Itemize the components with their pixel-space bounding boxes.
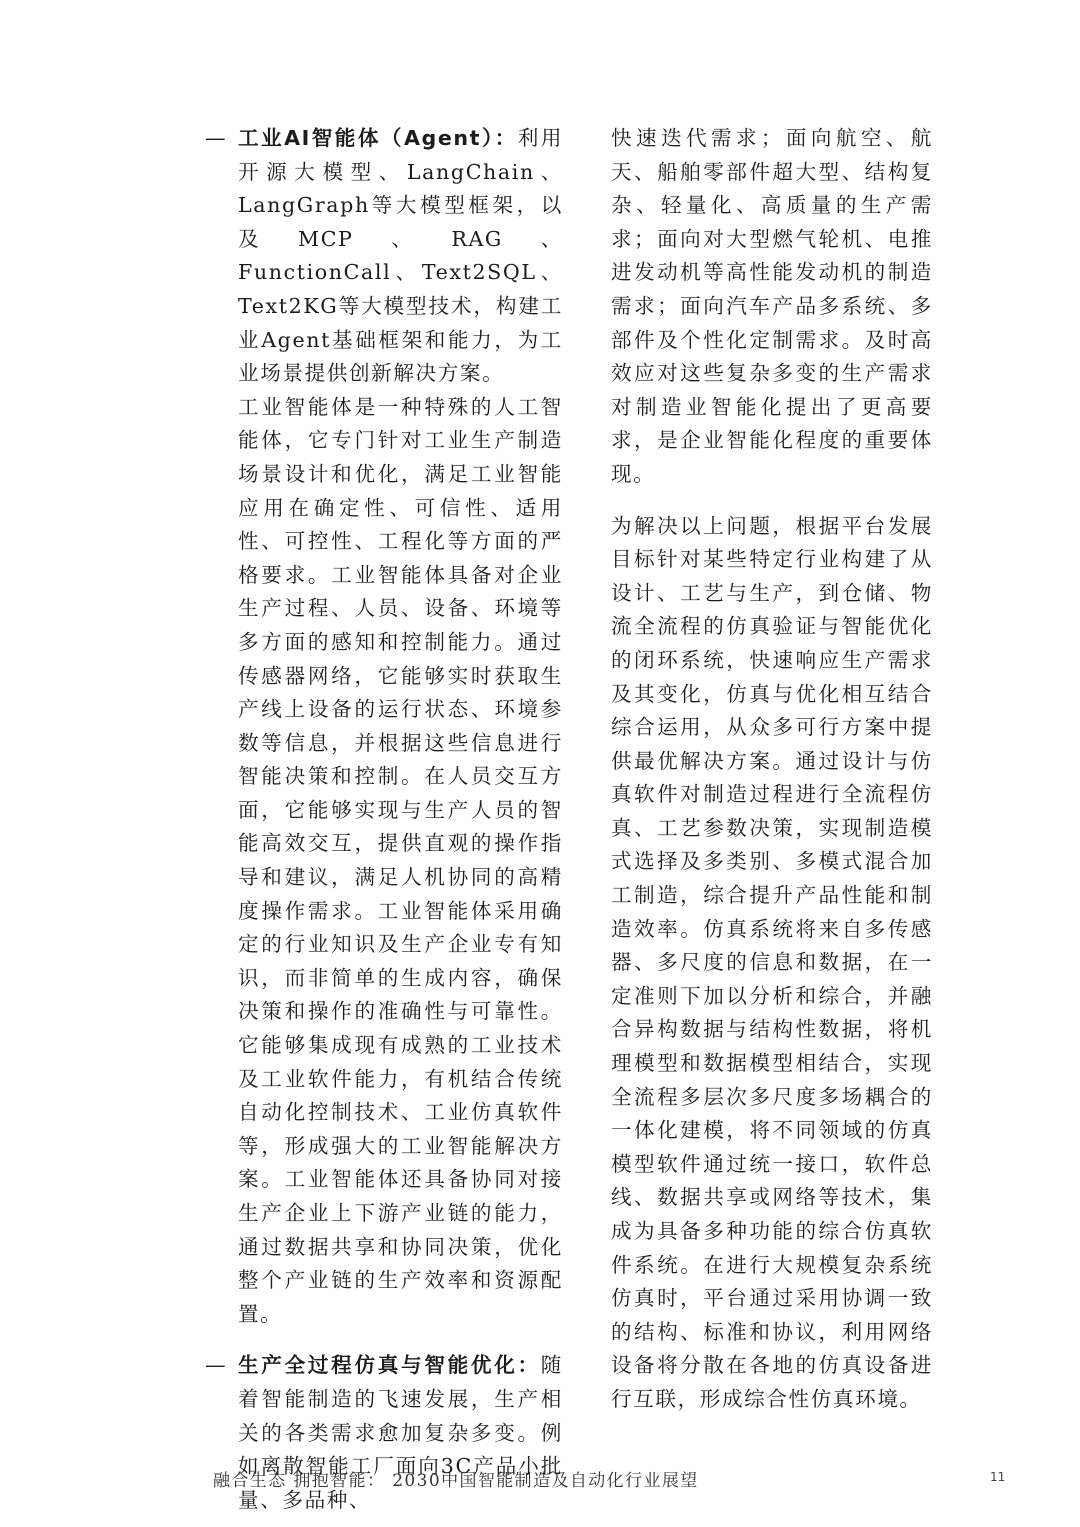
page-number: 11	[990, 1470, 1006, 1484]
right-column	[611, 122, 933, 1417]
bullet-paragraph: 工业智能体是一种特殊的人工智能体，它专门针对工业生产制造场景设计和优化，满足工业智能应用在确定性、可信性、适用性、可控性、工程化等方面的严格要求。工业智能体具备对企业生产过程、人员、设备、环境等多方面的感知和控制能力。通过传感器网络，它能够实时获取生产线上设备的运行状态、环境参数等信息，并根据这些信息进行智能决策和控制。在人员交互方面，它能够实现与生产人员的智能高效交互，提供直观的操作指导和建议，满足人机协同的高精度操作需求。工业智能体采用确定的行业知识及生产企业专有知识，而非简单的生成内容，确保决策和操作的准确性与可靠性。它能够集成现有成熟的工业技术及工业软件能力，有机结合传统自动化控制技术、工业仿真软件等，形成强大的工业智能解决方案。工业智能体还具备协同对接生产企业上下游产业链的能力，通过数据共享和协同决策，优化整个产业链的生产效率和资源配置。	[238, 394, 563, 1326]
bullet-text: 随着智能制造的飞速发展，生产相关的各类需求愈加复杂多变。例如离散智能工厂面向3C产品小批量、多品种、	[238, 1353, 563, 1512]
bullet-production-simulation	[205, 1349, 563, 1517]
bullet-industrial-ai-agent	[205, 122, 563, 1331]
bullet-heading: 工业AI智能体（Agent）：	[238, 126, 518, 150]
footer-title: 融合生态 拥抱智能： 2030中国智能制造及自动化行业展望	[213, 1471, 699, 1491]
bullet-text: 利用开源大模型、LangChain、LangGraph等大模型框架，以及MCP、RAG、FunctionCall、Text2SQL、Text2KG等大模型技术，构建工业Agent基础框架和能力，为工业场景提供创新解决方案。	[238, 126, 564, 386]
left-column	[205, 122, 563, 1517]
bullet-dash: —	[205, 126, 228, 150]
paragraph-continuation: 快速迭代需求；面向航空、航天、船舶零部件超大型、结构复杂、轻量化、高质量的生产需求；面向对大型燃气轮机、电推进发动机等高性能发动机的制造需求；面向汽车产品多系统、多部件及个性化定制需求。及时高效应对这些复杂多变的生产需求对制造业智能化提出了更高要求，是企业智能化程度的重要体现。	[611, 126, 933, 486]
bullet-dash: —	[205, 1353, 228, 1378]
bullet-heading: 生产全过程仿真与智能优化：	[238, 1353, 541, 1378]
paragraph-solution: 为解决以上问题，根据平台发展目标针对某些特定行业构建了从设计、工艺与生产，到仓储、物流全流程的仿真验证与智能优化的闭环系统，快速响应生产需求及其变化，仿真与优化相互结合综合运用，从众多可行方案中提供最优解决方案。通过设计与仿真软件对制造过程进行全流程仿真、工艺参数决策，实现制造模式选择及多类别、多模式混合加工制造，综合提升产品性能和制造效率。仿真系统将来自多传感器、多尺度的信息和数据，在一定准则下加以分析和综合，并融合异构数据与结构性数据，将机理模型和数据模型相结合，实现全流程多层次多尺度多场耦合的一体化建模，将不同领域的仿真模型软件通过统一接口，软件总线、数据共享或网络等技术，集成为具备多种功能的综合仿真软件系统。在进行大规模复杂系统仿真时，平台通过采用协调一致的结构、标准和协议，利用网络设备将分散在各地的仿真设备进行互联，形成综合性仿真环境。	[611, 513, 933, 1411]
